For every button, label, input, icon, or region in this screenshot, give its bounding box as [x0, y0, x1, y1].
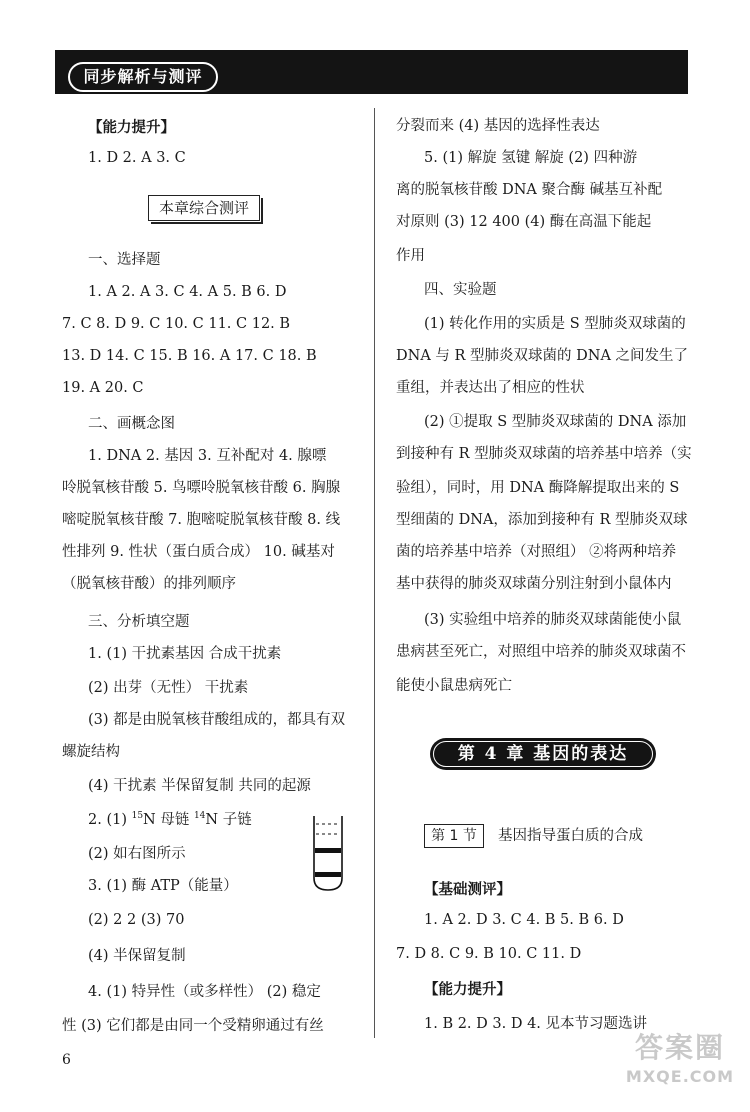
right-line: 分裂而来 (4) 基因的选择性表达 — [396, 118, 600, 134]
q2-prefix: 2. (1) — [88, 812, 132, 828]
q2-isotope-14: 14 — [193, 811, 206, 822]
sec3b-line: 4. (1) 特异性（或多样性） (2) 稳定 — [88, 984, 321, 1000]
centrifuge-tube-figure — [308, 812, 348, 894]
sec3-line: (3) 都是由脱氧核苷酸组成的，都具有双 — [88, 712, 346, 728]
sec1-line: 19. A 20. C — [62, 380, 144, 396]
basic-line: 1. A 2. D 3. C 4. B 5. B 6. D — [424, 912, 624, 928]
q2-line — [88, 810, 252, 830]
ability-heading: 【能力提升】 — [88, 120, 175, 136]
ability-answers: 1. D 2. A 3. C — [88, 150, 186, 166]
q2-isotope-15: 15 — [131, 811, 144, 822]
chapter-banner: 第 4 章 基因的表达 — [430, 738, 656, 770]
sec2-title: 二、画概念图 — [88, 416, 175, 432]
column-divider — [374, 108, 375, 1038]
sec3b-line: 3. (1) 酶 ATP（能量） — [88, 878, 238, 894]
right-line: 5. (1) 解旋 氢键 解旋 (2) 四种游 — [424, 150, 638, 166]
ability-line-right: 1. B 2. D 3. D 4. 见本节习题选讲 — [424, 1016, 648, 1032]
sec4-line: 到接种有 R 型肺炎双球菌的培养基中培养（实 — [396, 446, 692, 462]
basic-heading: 【基础测评】 — [424, 882, 511, 898]
page-number: 6 — [62, 1052, 71, 1068]
sec3-line: 1. (1) 干扰素基因 合成干扰素 — [88, 646, 282, 662]
watermark-logo: 答案圈 — [634, 1031, 725, 1064]
sec2-line: （脱氧核苷酸）的排列顺序 — [62, 576, 236, 592]
basic-line: 7. D 8. C 9. B 10. C 11. D — [396, 946, 582, 962]
sec3b-line: (2) 如右图所示 — [88, 846, 186, 862]
right-line: 离的脱氧核苷酸 DNA 聚合酶 碱基互补配 — [396, 182, 663, 198]
ability-heading-right: 【能力提升】 — [424, 982, 511, 998]
sec4-line: (2) ①提取 S 型肺炎双球菌的 DNA 添加 — [424, 414, 687, 430]
sec1-line: 13. D 14. C 15. B 16. A 17. C 18. B — [62, 348, 317, 364]
sec3-title: 三、分析填空题 — [88, 614, 190, 630]
header-label: 同步解析与测评 — [68, 62, 218, 92]
sec1-line: 1. A 2. A 3. C 4. A 5. B 6. D — [88, 284, 287, 300]
sec4-line: 型细菌的 DNA，添加到接种有 R 型肺炎双球 — [396, 512, 688, 528]
sec4-title: 四、实验题 — [424, 282, 497, 298]
sec4-line: DNA 与 R 型肺炎双球菌的 DNA 之间发生了 — [396, 348, 689, 364]
sec4-line: 能使小鼠患病死亡 — [396, 678, 512, 694]
right-line: 作用 — [396, 248, 425, 264]
sec4-line: 基中获得的肺炎双球菌分别注射到小鼠体内 — [396, 576, 672, 592]
sec2-line: 1. DNA 2. 基因 3. 互补配对 4. 腺嘌 — [88, 448, 327, 464]
sec4-line: 重组，并表达出了相应的性状 — [396, 380, 585, 396]
section-tag: 第 1 节 — [424, 824, 484, 848]
sec3-line: 螺旋结构 — [62, 744, 120, 760]
chapter-review-title: 本章综合测评 — [148, 195, 260, 221]
sec4-line: 菌的培养基中培养（对照组） ②将两种培养 — [396, 544, 677, 560]
sec1-line: 7. C 8. D 9. C 10. C 11. C 12. B — [62, 316, 291, 332]
q2-part2: N 子链 — [205, 812, 252, 828]
sec2-line: 嘧啶脱氧核苷酸 7. 胞嘧啶脱氧核苷酸 8. 线 — [62, 512, 341, 528]
section-title: 基因指导蛋白质的合成 — [498, 828, 643, 844]
tube-band — [315, 848, 341, 853]
sec3-line: (2) 出芽（无性） 干扰素 — [88, 680, 249, 696]
sec2-line: 呤脱氧核苷酸 5. 鸟嘌呤脱氧核苷酸 6. 胸腺 — [62, 480, 341, 496]
sec3b-line: 性 (3) 它们都是由同一个受精卵通过有丝 — [62, 1018, 324, 1034]
tube-band — [315, 872, 341, 877]
watermark-url: MXQE.COM — [625, 1067, 735, 1086]
sec1-title: 一、选择题 — [88, 252, 161, 268]
sec4-line: (1) 转化作用的实质是 S 型肺炎双球菌的 — [424, 316, 686, 332]
right-line: 对原则 (3) 12 400 (4) 酶在高温下能起 — [396, 214, 652, 230]
sec4-line: 验组），同时，用 DNA 酶降解提取出来的 S — [396, 480, 680, 496]
sec3b-line: (4) 半保留复制 — [88, 948, 186, 964]
sec4-line: 患病甚至死亡，对照组中培养的肺炎双球菌不 — [396, 644, 686, 660]
sec2-line: 性排列 9. 性状（蛋白质合成） 10. 碱基对 — [62, 544, 335, 560]
sec3b-line: (2) 2 2 (3) 70 — [88, 912, 185, 928]
sec4-line: (3) 实验组中培养的肺炎双球菌能使小鼠 — [424, 612, 682, 628]
q2-part1: N 母链 — [143, 812, 194, 828]
sec3-line: (4) 干扰素 半保留复制 共同的起源 — [88, 778, 311, 794]
watermark — [620, 1030, 740, 1106]
